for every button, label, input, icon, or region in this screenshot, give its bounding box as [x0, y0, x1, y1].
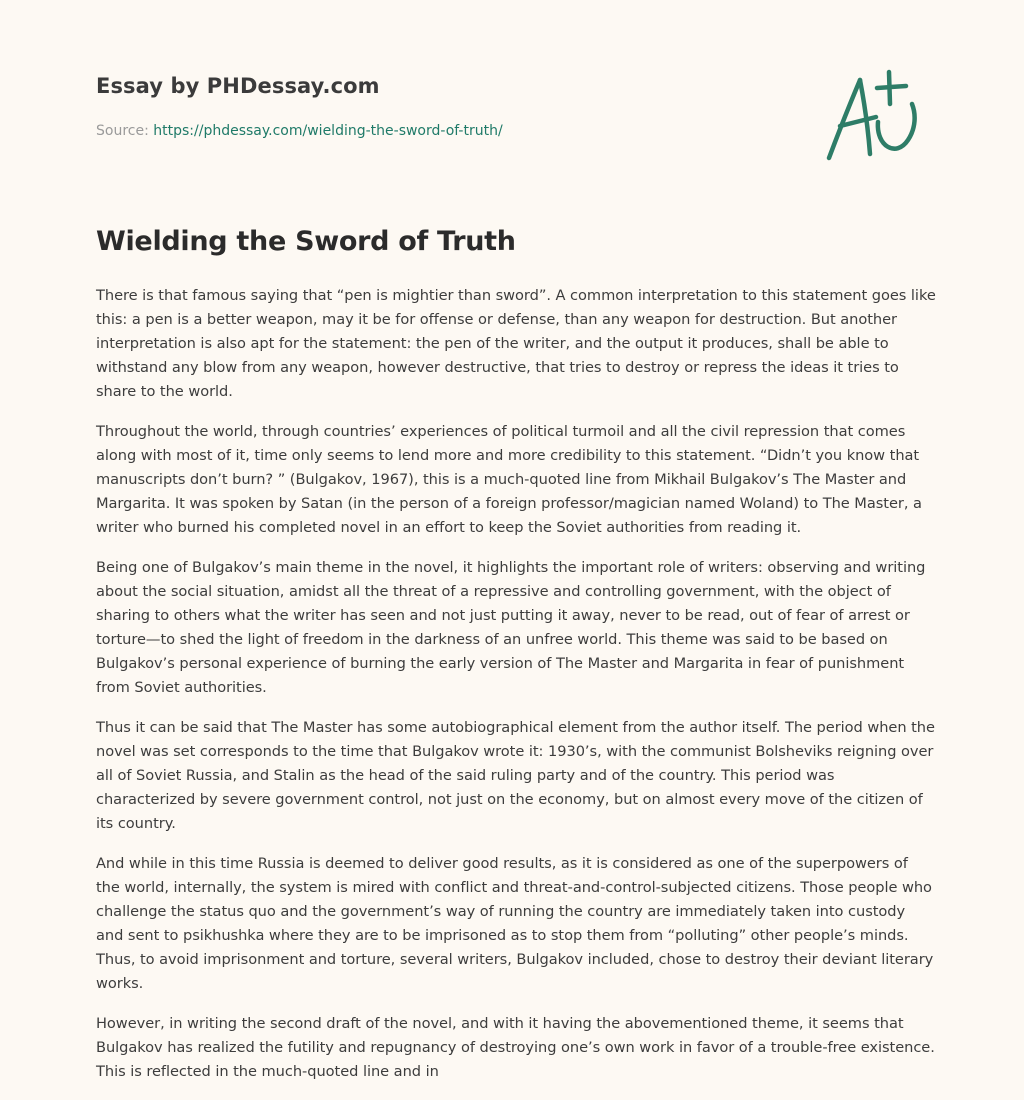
logo-a-left-stroke	[829, 80, 860, 158]
a-plus-logo-icon	[820, 66, 930, 166]
essay-header	[96, 74, 696, 139]
essay-paragraph: Throughout the world, through countries’ experiences of political turmoil and all the civil repression that comes along with most of it, time only seems to lend more and more credibility to this statement. “Didn’t you know that manuscripts don’t burn? ” (Bulgakov, 1967), this is a much-quoted line from Mikhail Bulgakov’s The Master and Margarita. It was spoken by Satan (in the person of a foreign professor/magician named Woland) to The Master, a writer who burned his completed novel in an effort to keep the Soviet authorities from reading it.	[96, 423, 922, 536]
essay-paragraph: Thus it can be said that The Master has some autobiographical element from the author itself. The period when the novel was set corresponds to the time that Bulgakov wrote it: 1930’s, with the communist Bolsheviks reigning over all of Soviet Russia, and Stalin as the head of the said ruling party and of the country. This period was characterized by severe government control, not just on the economy, but on almost every move of the citizen of its country.	[96, 719, 935, 832]
essay-body	[96, 284, 936, 1100]
essay-title: Wielding the Sword of Truth	[96, 226, 516, 257]
essay-paragraph: Being one of Bulgakov’s main theme in the novel, it highlights the important role of writers: observing and writing about the social situation, amidst all the threat of a repressive and controlling government, with the object of sharing to others what the writer has seen and not just putting it away, never to be read, out of fear of arrest or torture—to shed the light of freedom in the darkness of an unfree world. This theme was said to be based on Bulgakov’s personal experience of burning the early version of The Master and Margarita in fear of punishment from Soviet authorities.	[96, 559, 926, 696]
a-plus-logo-svg	[820, 66, 930, 166]
essay-paragraph: There is that famous saying that “pen is mightier than sword”. A common interpretation to this statement goes like this: a pen is a better weapon, may it be for offense or defense, than any weapon for destruction. But another interpretation is also apt for the statement: the pen of the writer, and the output it produces, shall be able to withstand any blow from any weapon, however destructive, that tries to destroy or repress the ideas it tries to share to the world.	[96, 287, 936, 400]
essay-paragraph: And while in this time Russia is deemed to deliver good results, as it is considered as one of the superpowers of the world, internally, the system is mired with conflict and threat-and-control-subjected citizens. Those people who challenge the status quo and the government’s way of running the country are immediately taken into custody and sent to psikhushka where they are to be imprisoned as to stop them from “polluting” other people’s minds. Thus, to avoid imprisonment and torture, several writers, Bulgakov included, chose to destroy their deviant literary works.	[96, 855, 934, 992]
source-label: Source:	[96, 123, 149, 139]
essay-paragraph: However, in writing the second draft of the novel, and with it having the abovementioned theme, it seems that Bulgakov has realized the futility and repugnancy of destroying one’s own work in favor of a trouble-free existence. This is reflected in the much-quoted line and in	[96, 1015, 935, 1080]
source-link[interactable]: https://phdessay.com/wielding-the-sword-of-truth/	[153, 123, 503, 139]
logo-swoosh	[878, 104, 915, 149]
site-brand: Essay by PHDessay.com	[96, 74, 380, 98]
logo-plus-horizontal	[877, 86, 906, 88]
source-line	[96, 123, 696, 139]
